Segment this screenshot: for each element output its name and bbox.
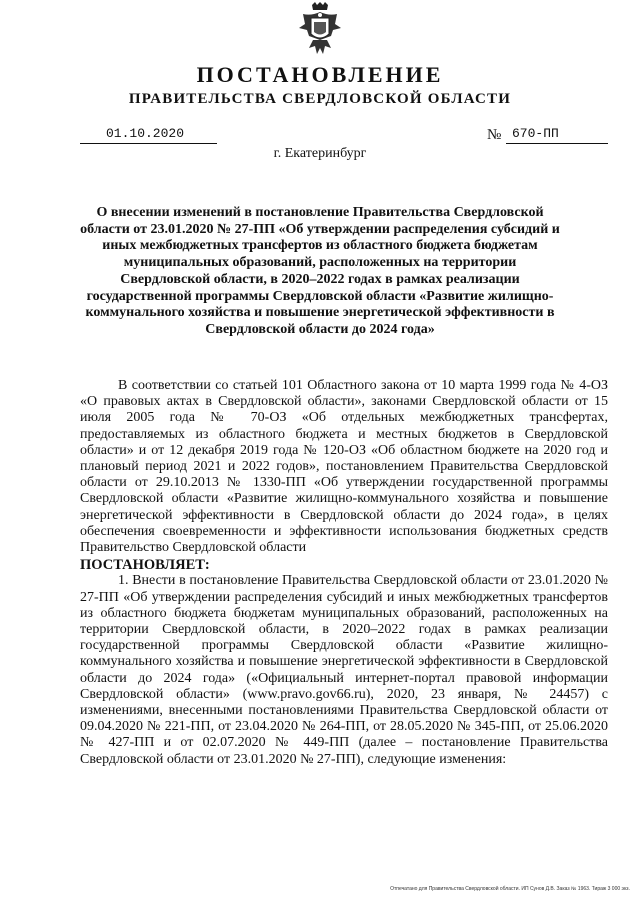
coat-of-arms-icon — [297, 2, 343, 58]
document-number: 670-ПП — [506, 125, 608, 144]
document-body — [80, 378, 608, 768]
city: г. Екатеринбург — [273, 146, 367, 161]
item-1-paragraph: 1. Внести в постановление Правительства Свердловской области от 23.01.2020 № 27-ПП «Об утверждении распределения субсидий и иных межбюджетных трансфертов из областного бюджета бюджетам муниципальных образований, расположенных на территории Свердловской области, в 2020–2022 годах в рамках реализации государственной программы Свердловской области «Развитие жилищно-коммунального хозяйства и повышение энергетической эффективности в Свердловской области до 2024 года» («Официальный интернет-портал правовой информации Свердловской области» (www.pravo.gov66.ru), 2020, 23 января, № 24457) с изменениями, внесенными постановлениями Правительства Свердловской области от 09.04.2020 № 221-ПП, от 23.04.2020 № 264-ПП, от 28.05.2020 № 345-ПП, от 25.06.2020 № 427-ПП и от 02.07.2020 № 449-ПП (далее – постановление Правительства Свердловской области от 23.01.2020 № 27-ПП), следующие изменения: — [80, 573, 608, 767]
decree-word: ПОСТАНОВЛЯЕТ: — [80, 557, 210, 574]
print-footer: Отпечатано для Правительства Свердловской области. ИП Сунов Д.В. Заказ № 1963. Тираж 3 000 экз. — [390, 886, 630, 892]
document-title: ПОСТАНОВЛЕНИЕ — [196, 62, 444, 87]
document-date: 01.10.2020 — [80, 125, 217, 144]
document-subtitle: ПРАВИТЕЛЬСТВА СВЕРДЛОВСКОЙ ОБЛАСТИ — [128, 91, 512, 107]
number-sign: № — [487, 127, 502, 143]
document-heading: О внесении изменений в постановление Правительства Свердловской области от 23.01.2020 № 27-ПП «Об утверждении распределения субсидий и иных межбюджетных трансфертов из областного бюджета бюджетам муниципальных образований, расположенных на территории Свердловской области, в 2020–2022 годах в рамках реализации государственной программы Свердловской области «Развитие жилищно-коммунального хозяйства и повышение энергетической эффективности в Свердловской области до 2024 года» — [80, 205, 560, 337]
preamble-paragraph: В соответствии со статьей 101 Областного закона от 10 марта 1999 года № 4-ОЗ «О правовых актах в Свердловской области», законами Свердловской области от 15 июля 2005 года № 70-ОЗ «Об отдельных межбюджетных трансфертах, предоставляемых из областного бюджета и местных бюджетов в Свердловской области» и от 12 декабря 2019 года № 120-ОЗ «Об областном бюджете на 2020 год и плановый период 2021 и 2022 годов», постановлением Правительства Свердловской области от 29.10.2013 № 1330-ПП «Об утверждении государственной программы Свердловской области «Развитие жилищно-коммунального хозяйства и повышение энергетической эффективности в Свердловской области до 2024 года», в целях обеспечения своевременности и эффективности использования бюджетных средств Правительство Свердловской области — [80, 378, 608, 556]
